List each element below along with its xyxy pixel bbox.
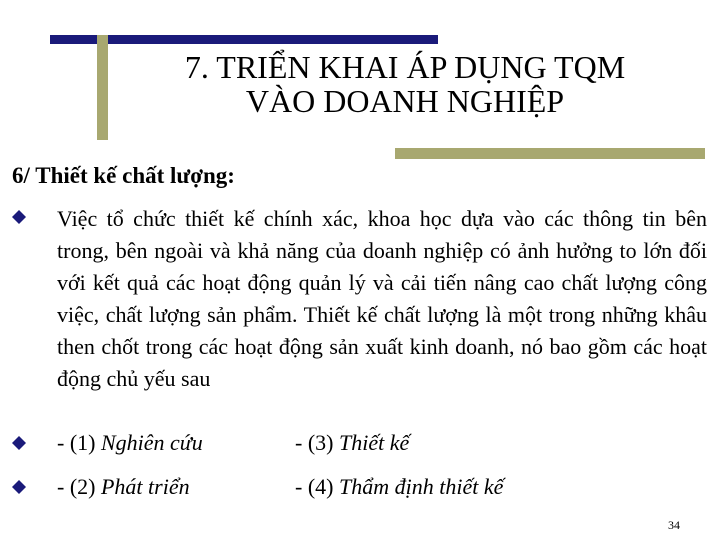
list-item [57,430,203,456]
list-item [295,430,409,456]
diamond-bullet-icon [12,210,26,224]
list-item-text: Thiết kế [338,430,410,455]
list-item [295,474,503,500]
list-item-prefix: - (4) [295,474,339,499]
list-item [57,474,190,500]
list-item-text: Phát triển [100,474,190,499]
slide-title [110,50,700,118]
slide-title-line1: 7. TRIỂN KHAI ÁP DỤNG TQM [184,49,626,85]
section-heading: 6/ Thiết kế chất lượng: [12,163,235,188]
list-item-prefix: - (3) [295,430,339,455]
list-item-prefix: - (1) [57,430,101,455]
list-item-prefix: - (2) [57,474,101,499]
diamond-bullet-icon [12,436,26,450]
page-number: 34 [668,518,680,532]
title-top-bar [50,35,438,44]
body-paragraph: Việc tổ chức thiết kế chính xác, khoa học dựa vào các thông tin bên trong, bên ngoài và khả năng của doanh nghiệp có ảnh hưởng to lớn đối với kết quả các hoạt động quản lý và cải tiến nâng cao chất lượng công việc, chất lượng sản phẩm. Thiết kế chất lượng là một trong những khâu then chốt trong các hoạt động sản xuất kinh doanh, nó bao gồm các hoạt động chủ yếu sau [57,206,707,391]
title-left-bar [97,35,108,140]
list-item-text: Thẩm định thiết kế [338,474,504,499]
list-item-text: Nghiên cứu [100,430,203,455]
title-underline-bar [395,148,705,159]
diamond-bullet-icon [12,480,26,494]
slide-title-line2: VÀO DOANH NGHIỆP [245,83,565,119]
